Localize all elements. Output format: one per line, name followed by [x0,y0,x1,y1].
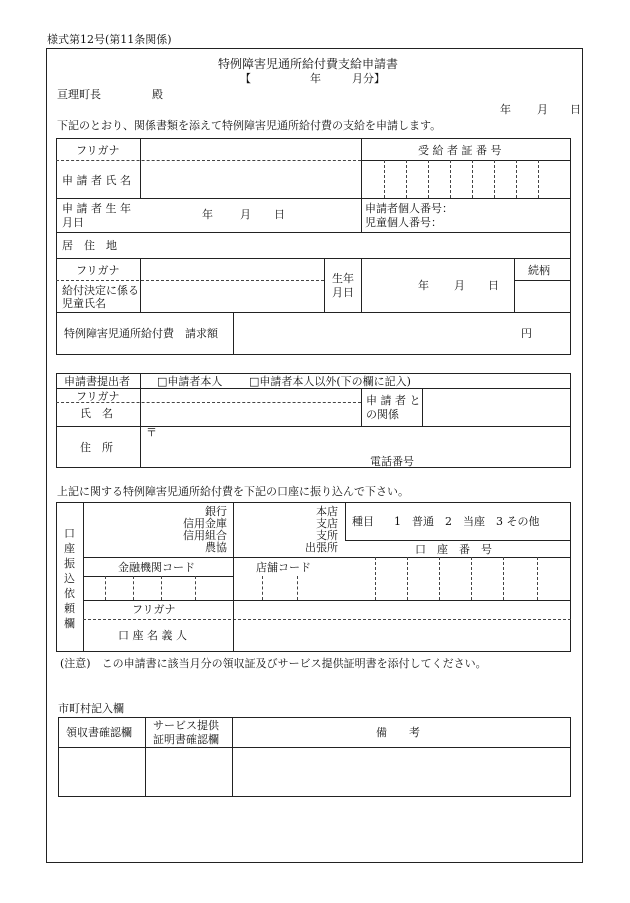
relation-label: 続柄 [528,264,550,277]
submitter-option-self[interactable]: □申請者本人 [157,375,223,388]
form-number: 様式第12号(第11条関係) [47,33,172,46]
applicant-birth-day: 日 [274,208,285,221]
child-birth-month: 月 [454,279,465,292]
holder-furigana-label: フリガナ [132,603,176,616]
child-birth-label: 生年 月日 [332,272,354,299]
bank-side-7: 欄 [64,617,75,630]
bank-side-6: 頼 [64,602,75,615]
child-name-label: 給付決定に係る 児童氏名 [62,284,139,310]
phone-label: 電話番号 [370,455,414,468]
branch-code-label: 店舗コード [256,561,311,574]
bank-side-4: 込 [64,572,75,585]
remarks-label: 備 考 [376,726,420,739]
submitter-label: 申請書提出者 [64,375,130,388]
branch-type-branch: 支店 [316,517,338,530]
claim-yen: 円 [521,327,532,340]
account-type-options: 1 普通 2 当座 3 その他 [394,515,540,528]
intro-text: 下記のとおり、関係書類を添えて特例障害児通所給付費の支給を申請します。 [57,119,442,132]
submitter-name-label: 氏 名 [80,407,113,420]
address-label: 居 住 地 [62,239,117,252]
applicant-my-number: 申請者個人番号： [365,202,453,215]
submitter-option-other[interactable]: □申請者本人以外(下の欄に記入) [249,375,411,388]
branch-type-main: 本店 [316,505,338,518]
inst-type-nokyo: 農協 [205,541,227,554]
period-month: 月分】 [352,72,385,85]
branch-type-office: 支所 [316,529,338,542]
child-my-number: 児童個人番号： [365,216,442,229]
inst-code-label: 金融機関コード [118,561,195,574]
branch-type-agency: 出張所 [305,541,338,554]
service-check-label-2: 証明書確認欄 [153,733,219,746]
service-check-label-1: サービス提供 [153,719,219,732]
bank-side-2: 座 [64,542,75,555]
applicant-birth-year: 年 [202,208,213,221]
applicant-birth-month: 月 [240,208,251,221]
bank-side-5: 依 [64,587,75,600]
inst-type-shinkin: 信用金庫 [183,517,227,530]
applicant-furigana-label: フリガナ [76,144,120,157]
addressee-name: 亘理町長 [57,88,101,101]
inst-type-bank: 銀行 [205,505,227,518]
submitter-furigana-label: フリガナ [76,390,120,403]
date-year: 年 [500,103,511,116]
period-year: 年 [310,72,321,85]
date-month: 月 [537,103,548,116]
municipal-heading: 市町村記入欄 [58,702,124,715]
submitter-address-label: 住 所 [80,441,113,454]
child-birth-day: 日 [488,279,499,292]
date-day: 日 [570,103,581,116]
account-type-label: 種目 [352,515,374,528]
claim-label: 特例障害児通所給付費 請求額 [64,327,218,340]
municipal-table [58,717,571,797]
child-birth-year: 年 [418,279,429,292]
account-number-label: 口 座 番 号 [415,543,492,556]
submitter-relation-label: 申 請 者 との関係 [366,394,421,421]
inst-type-kumiai: 信用組合 [183,529,227,542]
cert-number-label: 受 給 者 証 番 号 [418,144,502,157]
receipt-check-label: 領収書確認欄 [66,726,132,739]
period-open: 【 [240,72,251,85]
addressee-suffix: 殿 [152,88,163,101]
bank-side-1: 口 [64,527,75,540]
bank-side-3: 振 [64,557,75,570]
postal-mark: 〒 [146,426,157,439]
applicant-birth-label: 申 請 者 生 年 月日 [62,202,131,229]
form-title: 特例障害児通所給付費支給申請書 [218,57,399,71]
bank-intro: 上記に関する特例障害児通所給付費を下記の口座に振り込んで下さい。 [57,485,409,498]
holder-label: 口 座 名 義 人 [118,629,187,642]
applicant-name-label: 申 請 者 氏 名 [62,174,131,187]
note-text: (注意) この申請書に該当月分の領収証及びサービス提供証明書を添付してください。 [60,657,487,670]
child-furigana-label: フリガナ [76,264,120,277]
